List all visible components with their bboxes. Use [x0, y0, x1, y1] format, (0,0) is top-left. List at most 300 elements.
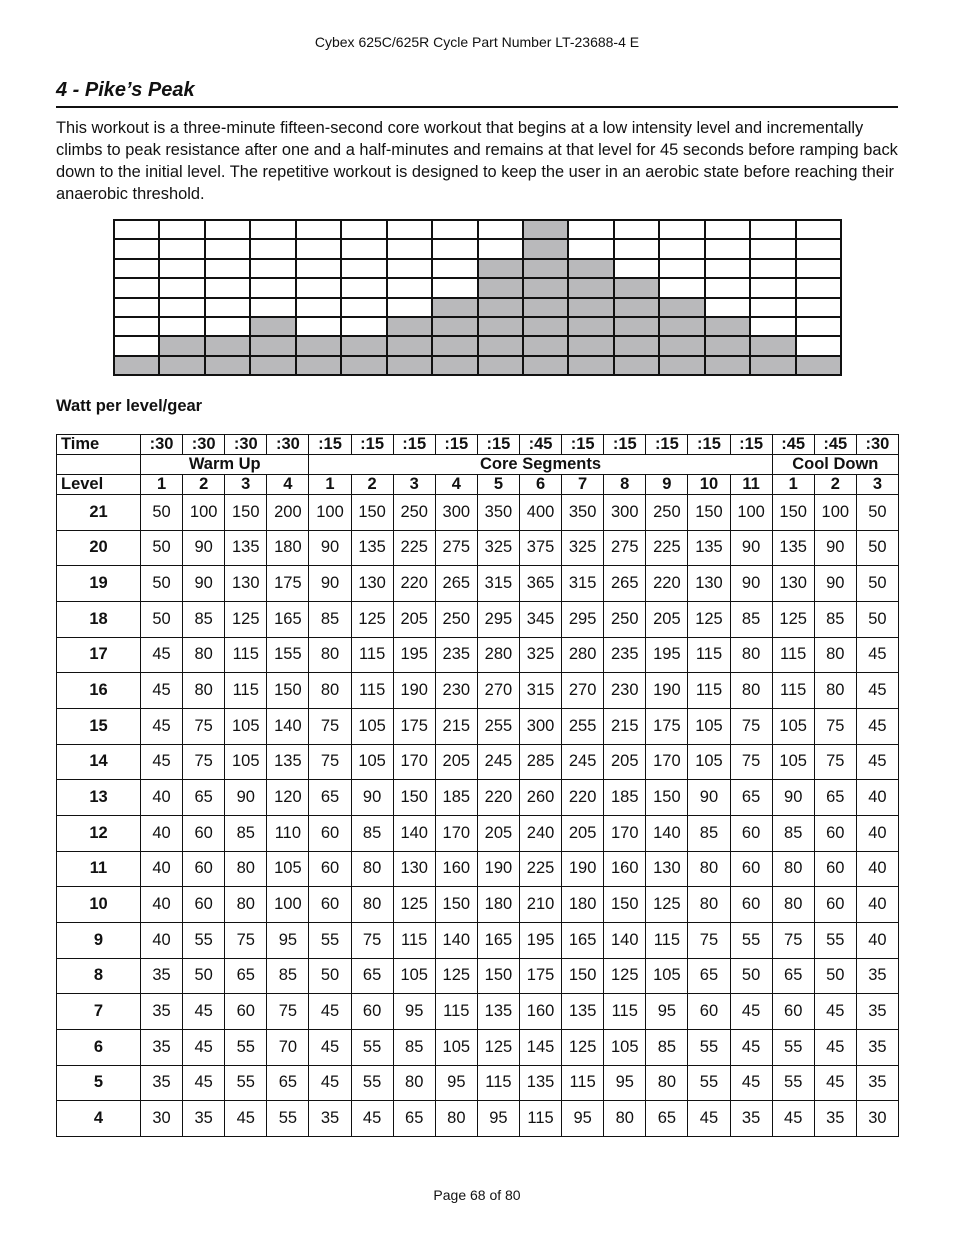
time-cell: :30: [183, 435, 225, 455]
watt-value: 270: [562, 673, 604, 709]
profile-cell-empty: [341, 259, 386, 278]
watt-value: 135: [519, 1065, 561, 1101]
profile-cell-empty: [250, 278, 295, 297]
watt-value: 300: [519, 708, 561, 744]
profile-row: [114, 298, 841, 317]
watt-value: 80: [646, 1065, 688, 1101]
watt-value: 130: [688, 566, 730, 602]
watt-value: 90: [183, 566, 225, 602]
watt-value: 90: [814, 566, 856, 602]
profile-cell-empty: [705, 220, 750, 239]
watt-value: 45: [351, 1101, 393, 1137]
level-number: 6: [57, 1029, 141, 1065]
watt-value: 85: [730, 601, 772, 637]
profile-cell-filled: [341, 356, 386, 375]
level-number: 14: [57, 744, 141, 780]
table-row: [57, 566, 899, 602]
profile-cell-filled: [341, 336, 386, 355]
watt-value: 40: [141, 887, 183, 923]
watt-value: 50: [856, 566, 898, 602]
watt-value: 80: [730, 673, 772, 709]
profile-cell-filled: [478, 336, 523, 355]
watt-value: 55: [267, 1101, 309, 1137]
watt-value: 130: [646, 851, 688, 887]
watt-value: 105: [225, 708, 267, 744]
watt-value: 170: [646, 744, 688, 780]
watt-value: 295: [477, 601, 519, 637]
watt-value: 85: [225, 815, 267, 851]
watt-value: 150: [393, 780, 435, 816]
profile-cell-empty: [114, 220, 159, 239]
watt-value: 80: [309, 673, 351, 709]
level-label: Level: [57, 475, 141, 495]
table-row: [57, 1101, 899, 1137]
watt-value: 115: [519, 1101, 561, 1137]
profile-cell-filled: [614, 278, 659, 297]
table-row: [57, 673, 899, 709]
profile-cell-empty: [250, 259, 295, 278]
watt-value: 45: [856, 708, 898, 744]
watt-value: 35: [856, 1065, 898, 1101]
watt-value: 85: [688, 815, 730, 851]
watt-value: 180: [267, 530, 309, 566]
watt-value: 50: [309, 958, 351, 994]
watt-value: 90: [225, 780, 267, 816]
watt-value: 95: [477, 1101, 519, 1137]
watt-value: 75: [730, 708, 772, 744]
watt-value: 75: [688, 922, 730, 958]
watt-value: 160: [519, 994, 561, 1030]
watt-value: 225: [519, 851, 561, 887]
profile-cell-empty: [705, 259, 750, 278]
watt-value: 85: [267, 958, 309, 994]
watt-value: 115: [562, 1065, 604, 1101]
watt-value: 95: [267, 922, 309, 958]
watt-value: 210: [519, 887, 561, 923]
profile-cell-empty: [296, 278, 341, 297]
watt-value: 190: [477, 851, 519, 887]
segment-row: [57, 475, 899, 495]
profile-cell-empty: [432, 278, 477, 297]
watt-value: 90: [351, 780, 393, 816]
watt-value: 45: [814, 1065, 856, 1101]
watt-value: 400: [519, 495, 561, 531]
watt-value: 140: [267, 708, 309, 744]
watt-value: 75: [183, 744, 225, 780]
watt-value: 50: [856, 530, 898, 566]
table-row: [57, 744, 899, 780]
time-cell: :30: [856, 435, 898, 455]
profile-cell-filled: [796, 356, 841, 375]
watt-value: 285: [519, 744, 561, 780]
watt-value: 150: [267, 673, 309, 709]
profile-cell-filled: [659, 336, 704, 355]
watt-value: 90: [309, 566, 351, 602]
watt-value: 75: [267, 994, 309, 1030]
time-cell: :15: [351, 435, 393, 455]
profile-cell-empty: [796, 278, 841, 297]
watt-value: 65: [351, 958, 393, 994]
watt-value: 150: [351, 495, 393, 531]
profile-cell-empty: [387, 220, 432, 239]
profile-cell-filled: [114, 356, 159, 375]
profile-cell-empty: [796, 317, 841, 336]
watt-value: 255: [562, 708, 604, 744]
watt-value: 80: [309, 637, 351, 673]
watt-value: 105: [688, 708, 730, 744]
watt-value: 90: [730, 530, 772, 566]
time-cell: :15: [435, 435, 477, 455]
watt-value: 135: [267, 744, 309, 780]
watt-value: 265: [604, 566, 646, 602]
profile-cell-filled: [478, 356, 523, 375]
watt-value: 115: [772, 673, 814, 709]
profile-cell-empty: [159, 317, 204, 336]
profile-cell-empty: [296, 317, 341, 336]
watt-value: 55: [225, 1029, 267, 1065]
phase-warm-up: Warm Up: [141, 455, 309, 475]
profile-cell-empty: [114, 298, 159, 317]
watt-value: 100: [267, 887, 309, 923]
watt-value: 200: [267, 495, 309, 531]
watt-value: 90: [730, 566, 772, 602]
watt-value: 325: [562, 530, 604, 566]
level-number: 8: [57, 958, 141, 994]
profile-cell-empty: [114, 336, 159, 355]
watt-value: 75: [351, 922, 393, 958]
watt-value: 105: [604, 1029, 646, 1065]
table-row: [57, 1029, 899, 1065]
table-row: [57, 887, 899, 923]
watt-value: 55: [772, 1029, 814, 1065]
profile-cell-filled: [205, 336, 250, 355]
profile-cell-empty: [796, 336, 841, 355]
watt-value: 225: [646, 530, 688, 566]
watt-value: 115: [435, 994, 477, 1030]
watt-value: 35: [141, 1029, 183, 1065]
watt-value: 205: [393, 601, 435, 637]
watt-value: 55: [688, 1065, 730, 1101]
profile-cell-empty: [341, 278, 386, 297]
time-cell: :15: [730, 435, 772, 455]
profile-cell-filled: [523, 220, 568, 239]
watt-value: 80: [688, 887, 730, 923]
watt-value: 80: [814, 637, 856, 673]
watt-value: 375: [519, 530, 561, 566]
watt-value: 150: [646, 780, 688, 816]
watt-value: 70: [267, 1029, 309, 1065]
watt-value: 125: [225, 601, 267, 637]
watt-value: 60: [730, 851, 772, 887]
watt-value: 135: [688, 530, 730, 566]
profile-cell-empty: [659, 239, 704, 258]
watt-value: 150: [772, 495, 814, 531]
watt-value: 205: [646, 601, 688, 637]
watt-value: 95: [435, 1065, 477, 1101]
profile-cell-filled: [432, 356, 477, 375]
watt-value: 60: [225, 994, 267, 1030]
profile-cell-filled: [523, 336, 568, 355]
watt-value: 220: [562, 780, 604, 816]
watt-value: 220: [393, 566, 435, 602]
watt-value: 60: [183, 815, 225, 851]
watt-value: 135: [225, 530, 267, 566]
segment-number: 4: [267, 475, 309, 495]
watt-value: 60: [309, 815, 351, 851]
watt-value: 250: [393, 495, 435, 531]
watt-value: 65: [814, 780, 856, 816]
time-cell: :45: [772, 435, 814, 455]
profile-cell-filled: [523, 356, 568, 375]
profile-cell-empty: [750, 317, 795, 336]
profile-cell-filled: [159, 336, 204, 355]
watt-value: 315: [562, 566, 604, 602]
time-cell: :15: [309, 435, 351, 455]
watt-value: 45: [772, 1101, 814, 1137]
watt-value: 60: [772, 994, 814, 1030]
watt-value: 105: [435, 1029, 477, 1065]
watt-value: 315: [477, 566, 519, 602]
watt-value: 35: [856, 1029, 898, 1065]
watt-value: 175: [646, 708, 688, 744]
profile-cell-empty: [205, 298, 250, 317]
level-number: 21: [57, 495, 141, 531]
profile-cell-filled: [568, 356, 613, 375]
watt-value: 255: [477, 708, 519, 744]
watt-value: 195: [393, 637, 435, 673]
time-cell: :15: [604, 435, 646, 455]
watt-value: 55: [183, 922, 225, 958]
watt-value: 235: [604, 637, 646, 673]
watt-value: 40: [141, 851, 183, 887]
watt-value: 300: [435, 495, 477, 531]
watt-value: 125: [772, 601, 814, 637]
watt-value: 215: [435, 708, 477, 744]
watt-value: 65: [183, 780, 225, 816]
profile-cell-filled: [432, 317, 477, 336]
profile-cell-filled: [205, 356, 250, 375]
watt-value: 235: [435, 637, 477, 673]
profile-cell-empty: [750, 239, 795, 258]
watt-value: 65: [688, 958, 730, 994]
phase-blank: [57, 455, 141, 475]
profile-cell-empty: [659, 220, 704, 239]
time-cell: :15: [477, 435, 519, 455]
watt-value: 185: [604, 780, 646, 816]
profile-cell-empty: [659, 278, 704, 297]
watt-value: 125: [435, 958, 477, 994]
watt-value: 90: [814, 530, 856, 566]
level-number: 16: [57, 673, 141, 709]
profile-cell-empty: [432, 220, 477, 239]
watt-value: 80: [772, 851, 814, 887]
watt-value: 250: [646, 495, 688, 531]
watt-value: 80: [183, 673, 225, 709]
watt-value: 230: [435, 673, 477, 709]
profile-cell-empty: [296, 239, 341, 258]
watt-value: 85: [814, 601, 856, 637]
watt-value: 350: [477, 495, 519, 531]
watt-value: 115: [772, 637, 814, 673]
watt-value: 115: [351, 673, 393, 709]
watt-value: 175: [519, 958, 561, 994]
segment-number: 4: [435, 475, 477, 495]
watt-value: 65: [393, 1101, 435, 1137]
profile-row: [114, 259, 841, 278]
watt-value: 130: [351, 566, 393, 602]
watt-value: 215: [604, 708, 646, 744]
table-row: [57, 601, 899, 637]
profile-cell-filled: [432, 336, 477, 355]
phase-row: [57, 455, 899, 475]
profile-cell-empty: [205, 239, 250, 258]
watt-value: 295: [562, 601, 604, 637]
watt-value: 60: [814, 887, 856, 923]
time-cell: :15: [688, 435, 730, 455]
watt-value: 275: [604, 530, 646, 566]
watt-value: 50: [183, 958, 225, 994]
watt-value: 175: [267, 566, 309, 602]
watt-value: 45: [183, 1029, 225, 1065]
profile-cell-empty: [659, 259, 704, 278]
section-title: 4 - Pike’s Peak: [56, 79, 898, 108]
watt-value: 55: [730, 922, 772, 958]
watt-value: 105: [225, 744, 267, 780]
watt-value: 35: [730, 1101, 772, 1137]
watt-value: 245: [477, 744, 519, 780]
profile-cell-filled: [387, 336, 432, 355]
watt-value: 265: [435, 566, 477, 602]
profile-cell-empty: [114, 317, 159, 336]
profile-cell-empty: [205, 220, 250, 239]
watt-value: 165: [477, 922, 519, 958]
watt-value: 60: [309, 851, 351, 887]
watt-value: 120: [267, 780, 309, 816]
watt-value: 190: [562, 851, 604, 887]
profile-cell-filled: [478, 298, 523, 317]
watt-value: 135: [562, 994, 604, 1030]
profile-cell-empty: [750, 298, 795, 317]
watt-value: 125: [688, 601, 730, 637]
watt-value: 135: [351, 530, 393, 566]
watt-value: 50: [856, 601, 898, 637]
segment-number: 7: [562, 475, 604, 495]
watt-value: 60: [183, 851, 225, 887]
watt-value: 270: [477, 673, 519, 709]
watt-value: 65: [267, 1065, 309, 1101]
profile-cell-filled: [750, 336, 795, 355]
watt-value: 95: [562, 1101, 604, 1137]
watt-value: 260: [519, 780, 561, 816]
table-row: [57, 637, 899, 673]
watt-value: 125: [477, 1029, 519, 1065]
profile-cell-empty: [159, 298, 204, 317]
watt-value: 40: [141, 815, 183, 851]
watt-value: 45: [141, 744, 183, 780]
profile-cell-empty: [478, 239, 523, 258]
watt-value: 55: [814, 922, 856, 958]
table-row: [57, 530, 899, 566]
profile-cell-filled: [250, 356, 295, 375]
time-cell: :30: [141, 435, 183, 455]
segment-number: 3: [393, 475, 435, 495]
watt-value: 75: [772, 922, 814, 958]
watt-value: 100: [814, 495, 856, 531]
watt-value: 40: [141, 780, 183, 816]
watt-value: 170: [604, 815, 646, 851]
profile-cell-filled: [750, 356, 795, 375]
watt-value: 65: [646, 1101, 688, 1137]
table-row: [57, 495, 899, 531]
watt-value: 45: [856, 637, 898, 673]
profile-cell-filled: [568, 278, 613, 297]
profile-cell-filled: [523, 317, 568, 336]
watt-value: 95: [604, 1065, 646, 1101]
time-cell: :30: [225, 435, 267, 455]
profile-cell-empty: [114, 239, 159, 258]
profile-row: [114, 356, 841, 375]
watt-value: 75: [730, 744, 772, 780]
watt-value: 205: [604, 744, 646, 780]
level-number: 12: [57, 815, 141, 851]
watt-value: 105: [772, 708, 814, 744]
watt-value: 125: [646, 887, 688, 923]
watt-value: 125: [562, 1029, 604, 1065]
time-cell: :45: [814, 435, 856, 455]
profile-cell-empty: [387, 239, 432, 258]
watt-value: 130: [772, 566, 814, 602]
profile-row: [114, 278, 841, 297]
watt-value: 45: [309, 1029, 351, 1065]
watt-value: 85: [772, 815, 814, 851]
profile-cell-empty: [432, 259, 477, 278]
segment-number: 1: [141, 475, 183, 495]
profile-cell-filled: [705, 317, 750, 336]
watt-value: 60: [814, 815, 856, 851]
profile-cell-empty: [750, 259, 795, 278]
watt-value: 75: [814, 708, 856, 744]
watt-value: 50: [856, 495, 898, 531]
watt-value: 90: [688, 780, 730, 816]
watt-value: 325: [477, 530, 519, 566]
watt-value: 50: [141, 530, 183, 566]
watt-value: 45: [309, 994, 351, 1030]
workout-description: This workout is a three-minute fifteen-second core workout that begins at a low intensity level and incrementally climbs to peak resistance after one and a half-minutes and remains at that level for 45 seconds before ramping back down to the initial level. The repetitive workout is designed to keep the user in an aerobic state before reaching their anaerobic threshold.: [56, 119, 898, 203]
watt-value: 110: [267, 815, 309, 851]
watt-value: 45: [309, 1065, 351, 1101]
watt-value: 45: [730, 1065, 772, 1101]
profile-cell-filled: [705, 336, 750, 355]
profile-cell-empty: [205, 259, 250, 278]
watt-value: 90: [309, 530, 351, 566]
watt-value: 95: [646, 994, 688, 1030]
watt-value: 205: [435, 744, 477, 780]
level-number: 7: [57, 994, 141, 1030]
watt-value: 125: [604, 958, 646, 994]
watt-value: 45: [141, 708, 183, 744]
level-number: 18: [57, 601, 141, 637]
watt-value: 350: [562, 495, 604, 531]
profile-cell-empty: [387, 259, 432, 278]
level-number: 19: [57, 566, 141, 602]
watt-value: 155: [267, 637, 309, 673]
watt-value: 115: [351, 637, 393, 673]
watt-value: 170: [393, 744, 435, 780]
profile-cell-empty: [750, 220, 795, 239]
watt-value: 35: [309, 1101, 351, 1137]
watt-value: 205: [477, 815, 519, 851]
watt-value: 55: [309, 922, 351, 958]
